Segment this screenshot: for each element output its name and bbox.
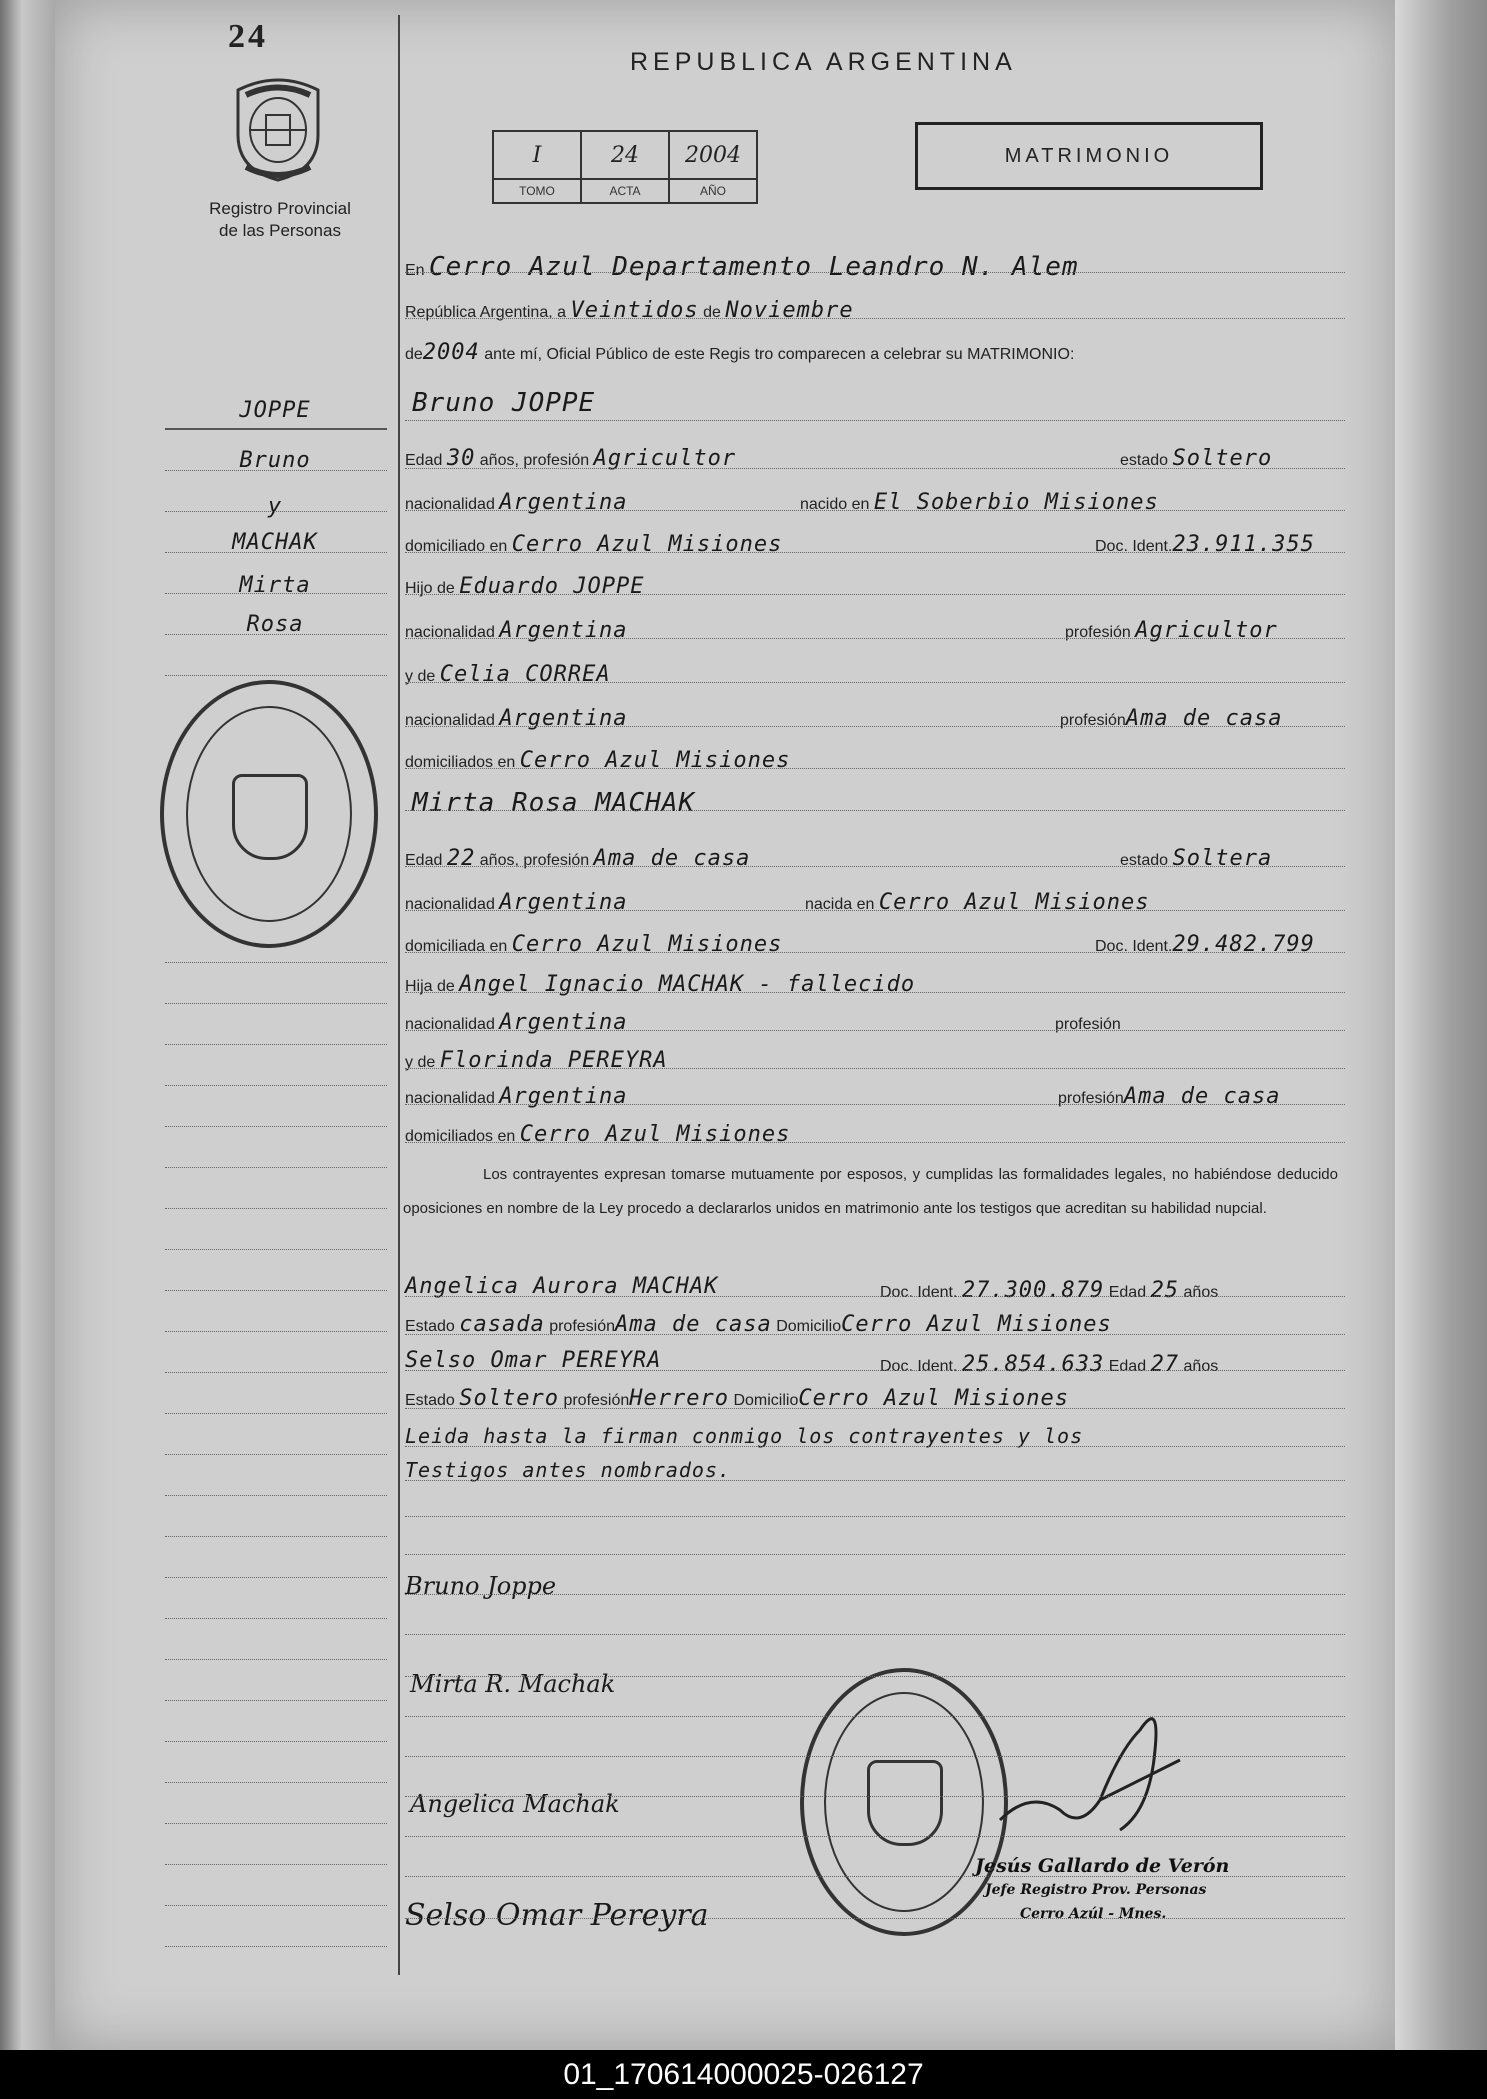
body-rule [405,1554,1345,1555]
body-rule [405,810,1345,811]
bride-mother-prof: profesiónAma de casa [1058,1084,1281,1109]
bride-age-line: Edad 22 años, profesión Ama de casa [405,846,751,871]
day-value: Veintidos [570,298,699,323]
margin-rule [165,1331,387,1332]
stamp-emblem-icon [232,774,308,860]
margin-rule [165,1126,387,1127]
witness-1-doc: Doc. Ident. 27.300.879 Edad 25 años [880,1278,1219,1303]
bride-estado: estado Soltera [1120,846,1273,871]
margin-rule [165,1536,387,1537]
signature-bride: Mirta R. Machak [410,1670,616,1698]
opening-place-line: En Cerro Azul Departamento Leandro N. Alem [405,252,1079,282]
image-id-caption: 01_170614000025-026127 [0,2050,1487,2099]
margin-rule [165,1290,387,1291]
margin-rule [165,1044,387,1045]
body-rule [405,1716,1345,1717]
official-stamp-2 [800,1668,1008,1936]
body-rule [405,1480,1345,1481]
margin-rule [165,962,387,963]
official-stamp [160,680,378,948]
act-type-box: MATRIMONIO [915,122,1263,190]
signature-witness-1: Angelica Machak [410,1790,620,1818]
body-rule [405,682,1345,683]
body-rule [405,992,1345,993]
margin-rule [165,1905,387,1906]
margin-rule [165,1454,387,1455]
body-rule [405,594,1345,595]
stamp-emblem-icon [867,1760,943,1846]
margin-rule [165,1823,387,1824]
body-rule [405,1142,1345,1143]
body-rule [405,1676,1345,1677]
body-rule [405,510,1345,511]
bride-nationality-line: nacionalidad Argentina [405,890,628,915]
body-rule [405,1594,1345,1595]
declaration-text: Los contrayentes expresan tomarse mutuamente por esposos, y cumplidas las formalidades legales, no habiéndose deducido oposiciones en nombre de la Ley procedo a declararlos unidos en matrimonio ante los testigos que acreditan su habilidad nupcial. [403,1166,1338,1217]
margin-rule [165,511,387,512]
margin-name: Bruno [239,448,311,473]
groom-domicile-line: domiciliado en Cerro Azul Misiones [405,532,783,557]
body-rule [405,318,1345,319]
bride-parents-domicile-line: domiciliados en Cerro Azul Misiones [405,1122,791,1147]
margin-rule [165,470,387,471]
witness-1-line: Angelica Aurora MACHAK [405,1274,719,1299]
bride-father-prof: profesión [1055,1016,1121,1033]
body-rule [405,1370,1345,1371]
margin-name: JOPPE [239,398,311,423]
margin-rule [165,1495,387,1496]
body-rule [405,468,1345,469]
witness-2-details: Estado Soltero profesiónHerrero DomicilioCerro Azul Misiones [405,1386,1070,1411]
body-rule [405,1408,1345,1409]
closing-line-2: Testigos antes nombrados. [405,1458,732,1482]
official-location: Cerro Azúl - Mnes. [1020,1906,1167,1922]
margin-rule [165,1700,387,1701]
bride-doc: Doc. Ident.29.482.799 [1095,932,1315,957]
margin-rule [165,593,387,594]
acta-value: 24 [581,131,669,179]
groom-father-nat-line: nacionalidad Argentina [405,618,628,643]
margin-rule [165,1741,387,1742]
tomo-value: I [493,131,581,179]
witness-2-line: Selso Omar PEREYRA [405,1348,662,1373]
body-rule [405,952,1345,953]
margin-name: Rosa [246,612,304,637]
body-rule [405,420,1345,421]
groom-nationality-line: nacionalidad Argentina [405,490,628,515]
bride-mother-line: y de Florinda PEREYRA [405,1048,668,1073]
groom-father-line: Hijo de Eduardo JOPPE [405,574,645,599]
margin-rule [165,1946,387,1947]
anio-label: AÑO [669,179,757,203]
margin-rule [165,1659,387,1660]
opening-statement-line: de2004 ante mí, Oficial Público de este Regis tro comparecen a celebrar su MATRIMONIO: [405,340,1075,365]
bride-father-line: Hija de Angel Ignacio MACHAK - fallecido [405,972,916,997]
margin-name: y [267,494,283,519]
body-rule [405,866,1345,867]
margin-rule [165,1372,387,1373]
signature-witness-2: Selso Omar Pereyra [405,1898,709,1933]
body-rule [405,1836,1345,1837]
groom-mother-nat-line: nacionalidad Argentina [405,706,628,731]
closing-line-1: Leida hasta la firman conmigo los contrayentes y los [405,1424,1084,1448]
month-value: Noviembre [725,298,854,323]
body-rule [405,1030,1345,1031]
margin-rule [165,1577,387,1578]
margin-rule [165,675,387,676]
body-rule [405,1104,1345,1105]
page-edge [1395,0,1487,2050]
body-rule [405,552,1345,553]
margin-rule [165,428,387,430]
signature-groom: Bruno Joppe [405,1572,557,1600]
margin-rule [165,1167,387,1168]
place-value: Cerro Azul Departamento Leandro N. Alem [429,252,1079,282]
bride-name: Mirta Rosa MACHAK [412,788,696,818]
margin-rule [165,1413,387,1414]
reference-box [492,130,758,204]
acta-label: ACTA [581,179,669,203]
groom-age-line: Edad 30 años, profesión Agricultor [405,446,737,471]
page-number: 24 [228,18,268,55]
coat-of-arms-icon [228,75,328,185]
anio-value: 2004 [669,131,757,179]
groom-birthplace: nacido en El Soberbio Misiones [800,490,1159,515]
tomo-label: TOMO [493,179,581,203]
body-rule [405,272,1345,273]
registry-name: Registro Provincial de las Personas [209,199,351,240]
official-name: Jesús Gallardo de Verón [975,1855,1230,1877]
body-rule [405,1446,1345,1447]
margin-rule [165,1003,387,1004]
groom-name: Bruno JOPPE [412,388,596,418]
body-rule [405,726,1345,727]
bride-mother-nat-line: nacionalidad Argentina [405,1084,628,1109]
body-rule [405,1634,1345,1635]
groom-doc: Doc. Ident.23.911.355 [1095,532,1315,557]
body-rule [405,768,1345,769]
margin-rule [165,1249,387,1250]
margin-rule [165,552,387,553]
body-rule [405,1918,1345,1919]
margin-rule [165,1782,387,1783]
country-title: REPUBLICA ARGENTINA [630,48,1017,76]
groom-father-prof: profesión Agricultor [1065,618,1278,643]
body-rule [405,910,1345,911]
body-rule [405,1296,1345,1297]
body-rule [405,1516,1345,1517]
body-rule [405,638,1345,639]
margin-rule [165,1208,387,1209]
witness-1-details: Estado casada profesiónAma de casa DomicilioCerro Azul Misiones [405,1312,1112,1337]
margin-divider [398,15,400,1975]
margin-name: MACHAK [232,530,318,555]
year-value: 2004 [422,340,480,365]
margin-rule [165,1618,387,1619]
body-rule [405,1876,1345,1877]
bride-father-nat-line: nacionalidad Argentina [405,1010,628,1035]
opening-date-line: República Argentina, a Veintidos de Noviembre [405,298,854,323]
groom-parents-domicile-line: domiciliados en Cerro Azul Misiones [405,748,791,773]
body-rule [405,1334,1345,1335]
margin-rule [165,634,387,635]
book-binding [0,0,55,2050]
body-rule [405,1796,1345,1797]
groom-mother-line: y de Celia CORREA [405,662,611,687]
groom-estado: estado Soltero [1120,446,1273,471]
body-rule [405,1068,1345,1069]
groom-mother-prof: profesiónAma de casa [1060,706,1283,731]
margin-rule [165,1864,387,1865]
bride-birthplace: nacida en Cerro Azul Misiones [805,890,1150,915]
margin-name: Mirta [239,573,311,598]
margin-rule [165,1085,387,1086]
official-title: Jefe Registro Prov. Personas [985,1882,1207,1898]
bride-domicile-line: domiciliada en Cerro Azul Misiones [405,932,783,957]
body-rule [405,1756,1345,1757]
witness-2-doc: Doc. Ident. 25.854.633 Edad 27 años [880,1352,1219,1377]
